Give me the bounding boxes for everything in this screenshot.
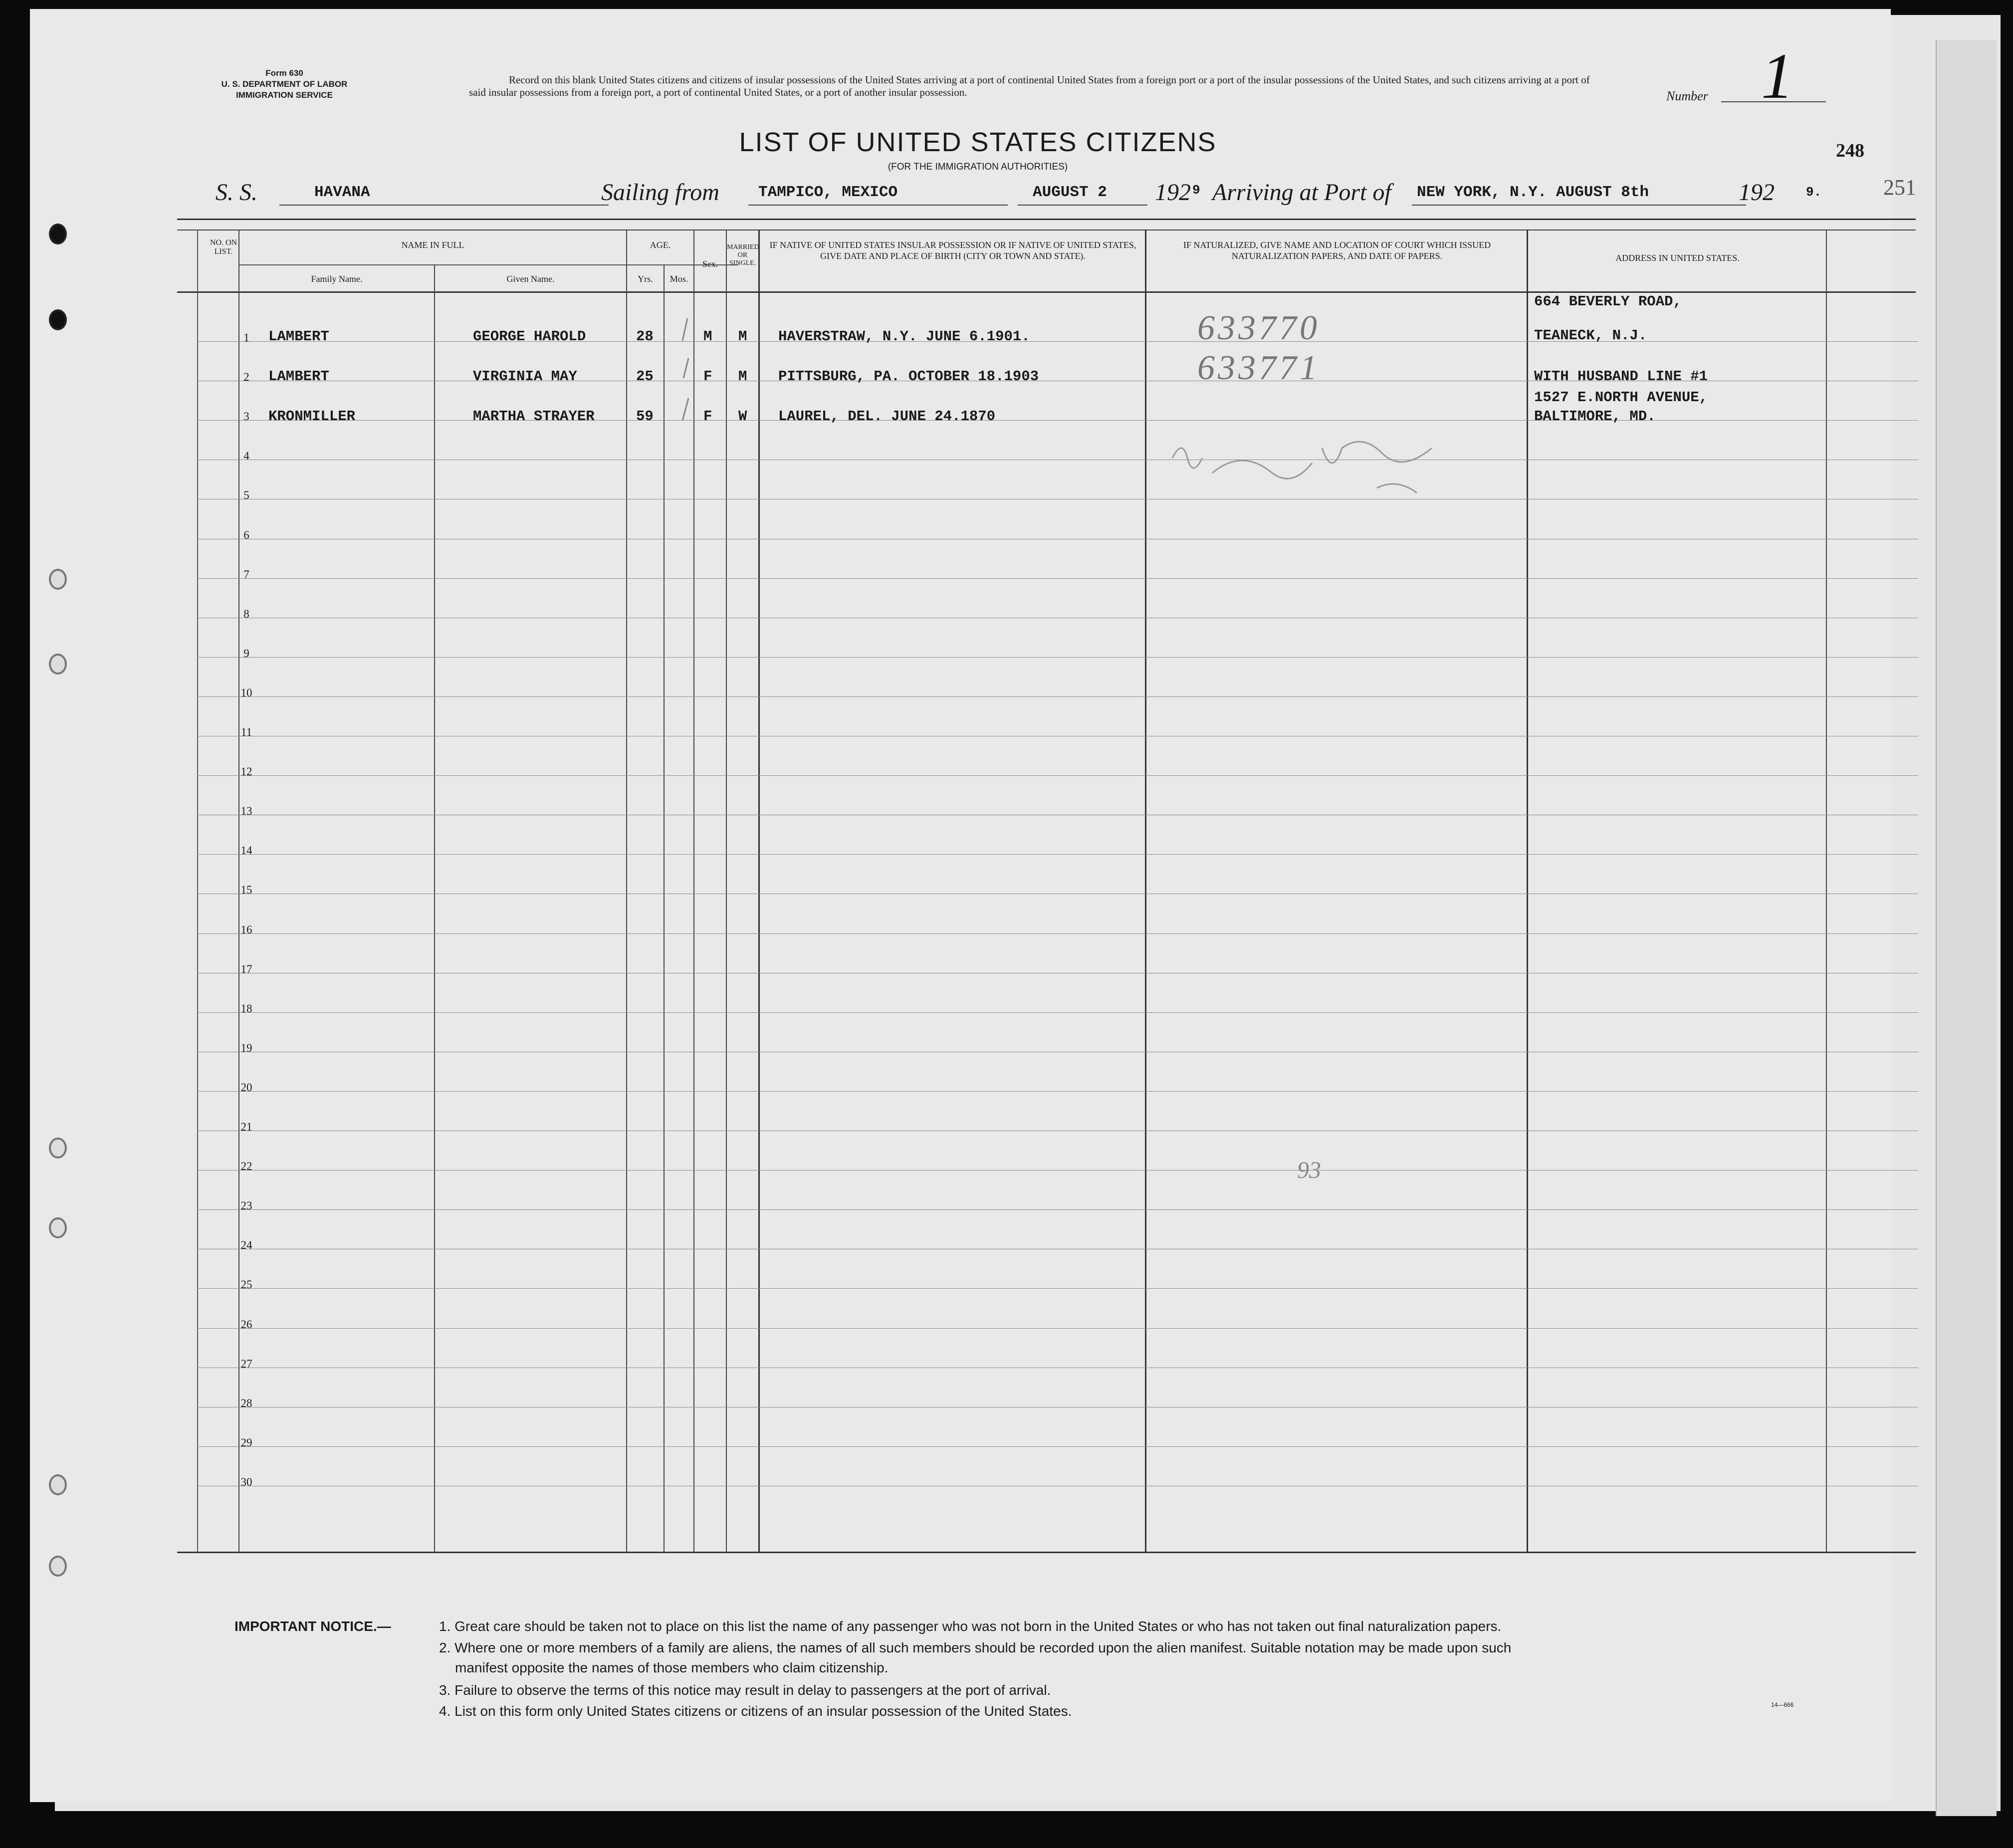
row-number: 22 [240,1160,252,1173]
binder-hole [49,569,67,590]
service-name: IMMIGRATION SERVICE [236,90,333,100]
row-number: 30 [240,1475,252,1488]
row-1-given: GEORGE HAROLD [473,328,586,345]
header-married: MARRIED OR SINGLE. [727,243,759,267]
row-rule [197,1091,1918,1092]
sailing-label: Sailing from [601,179,719,206]
arrival-year-suffix: 9. [1806,185,1822,200]
row-rule [197,657,1918,658]
col-line-age [626,230,627,1552]
row-number: 8 [243,607,249,620]
row-number: 28 [240,1396,252,1409]
form-identifier [180,68,389,101]
row-2-given: VIRGINIA MAY [473,368,577,385]
row-number: 17 [240,962,252,975]
row-rule [197,1012,1918,1013]
row-number: 12 [240,765,252,778]
row-1-yrs: 28 [636,328,654,345]
col-line-given [434,264,435,1552]
notice-item-2: 2. Where one or more members of a family are aliens, the names of all such members should be recorded upon the alien manifest. Suitable notation may be made upon such [439,1640,1512,1655]
underlying-page-edge [1936,40,1997,1816]
header-age: AGE. [650,240,671,250]
print-code: 14—666 [1771,1701,1794,1708]
row-1-address-2: TEANECK, N.J. [1534,327,1647,344]
notice-heading: IMPORTANT NOTICE.— [234,1618,391,1634]
ship-line [279,205,609,206]
row-2-sex: F [703,368,712,385]
row-rule [197,1446,1918,1447]
row-number: 7 [243,568,249,581]
row-3-married: W [738,408,747,425]
table-header-bottom [177,291,1916,293]
header-address: ADDRESS IN UNITED STATES. [1615,253,1740,263]
row-number: 16 [240,923,252,936]
row-number: 13 [240,805,252,818]
header-divider-age [629,264,688,265]
row-rule [197,775,1918,776]
arrival-line [1412,205,1746,206]
row-number: 27 [240,1357,252,1370]
header-given-name: Given Name. [506,274,555,284]
row-2-birth: PITTSBURG, PA. OCTOBER 18.1903 [778,368,1039,385]
row-number: 11 [240,726,252,738]
binder-hole [49,309,67,330]
table-top-border [177,219,1916,220]
row-rule [197,420,1918,421]
row-number: 19 [240,1041,252,1054]
manifest-page [30,9,1891,1802]
binder-hole [49,1138,67,1158]
col-line-naturalized [1145,230,1146,1552]
header-birth: IF NATIVE OF UNITED STATES INSULAR POSSESSION OR IF NATIVE OF UNITED STATES, GIVE DATE AND PLACE OF BIRTH (CITY OR TOWN AND STATE). [769,240,1136,261]
ss-label: S. S. [216,179,257,206]
arrival-port-date: NEW YORK, N.Y. AUGUST 8th [1417,184,1649,201]
row-1-married: M [738,328,747,345]
binder-hole [49,1474,67,1495]
row-3-sex: F [703,408,712,425]
page-title: LIST OF UNITED STATES CITIZENS [739,127,1217,157]
row-number: 9 [243,647,249,660]
row-number: 5 [243,489,249,502]
notice-item-3: 3. Failure to observe the terms of this notice may result in delay to passengers at the port of arrival. [439,1682,1051,1698]
page-subtitle: (FOR THE IMMIGRATION AUTHORITIES) [888,162,1068,172]
number-value: 1 [1761,40,1793,112]
row-rule [197,696,1918,697]
row-rule [197,1328,1918,1329]
sailing-year-suffix: 9 [1192,183,1200,198]
row-number: 26 [240,1318,252,1331]
row-number: 21 [240,1121,252,1133]
number-label: Number [1666,89,1708,103]
col-line-sex [693,230,694,1552]
department-name: U. S. DEPARTMENT OF LABOR [221,79,348,89]
header-yrs: Yrs. [638,274,653,284]
row-rule [197,854,1918,855]
row-number: 29 [240,1436,252,1449]
row-2-address: WITH HUSBAND LINE #1 [1534,368,1708,385]
age-tick-marks [678,313,693,433]
header-name-in-full: NAME IN FULL [401,240,464,250]
binder-hole [49,1217,67,1238]
sailing-date: AUGUST 2 [1033,184,1107,201]
row-number: 24 [240,1239,252,1252]
row-3-address-1: 1527 E.NORTH AVENUE, [1534,389,1708,406]
row-2-family: LAMBERT [268,368,329,385]
row-number: 3 [243,410,249,423]
row-number: 6 [243,528,249,541]
row-number: 2 [243,371,249,384]
header-sex: Sex. [702,259,718,269]
row-3-birth: LAUREL, DEL. JUNE 24.1870 [778,408,996,425]
row-3-yrs: 59 [636,408,654,425]
table-bottom-border [177,1552,1916,1553]
col-line-right [1826,230,1827,1552]
col-line-mos [664,264,665,1552]
row-3-address-2: BALTIMORE, MD. [1534,408,1656,425]
row-1-family: LAMBERT [268,328,329,345]
row-rule [197,341,1918,342]
table-header-top [177,230,1916,231]
row-2-married: M [738,368,747,385]
ship-name: HAVANA [314,184,370,201]
form-instruction: Record on this blank United States citizens and citizens of insular possessions of the United States arriving at a port of continental United States from a foreign port or a port of the insular possessions of the United States, and such citizens arriving at a port of said insular possessions from a foreign port, a port of continental United States, or a port of another insular possession. [469,74,1590,98]
row-rule [197,578,1918,579]
binder-hole [49,224,67,244]
arriving-label: Arriving at Port of [1212,179,1391,206]
row-3-family: KRONMILLER [268,408,356,425]
row-number: 10 [240,686,252,699]
sailing-year-prefix: 192 [1155,179,1191,206]
row-number: 14 [240,844,252,857]
row-rule [197,1209,1918,1210]
scribbled-annotation [1162,428,1512,508]
row-rule [197,1288,1918,1289]
notice-item-2-cont: manifest opposite the names of those members who claim citizenship. [455,1660,889,1675]
col-line-birth [758,230,760,1552]
row-number: 1 [243,331,249,344]
row-1-naturalization-handwritten: 633770 [1197,309,1320,347]
row-1-sex: M [703,328,712,345]
row-rule [197,933,1918,934]
sailing-date-line [1018,205,1147,206]
header-naturalized: IF NATURALIZED, GIVE NAME AND LOCATION OF COURT WHICH ISSUED NATURALIZATION PAPERS, AND DATE OF PAPERS. [1183,240,1491,261]
row-number: 25 [240,1278,252,1291]
binder-hole [49,1556,67,1577]
notice-item-4: 4. List on this form only United States citizens or citizens of an insular possession of the United States. [439,1703,1072,1719]
header-no: NO. ON LIST. [210,238,237,256]
col-line-married [726,230,727,1552]
edge-page-number: 251 [1883,175,1916,200]
row-1-address-1: 664 BEVERLY ROAD, [1534,293,1682,310]
form-number: Form 630 [265,68,303,78]
page-number: 248 [1836,140,1864,161]
handwritten-mark-row-22: 93 [1297,1157,1321,1183]
header-mos: Mos. [670,274,688,284]
row-1-birth: HAVERSTRAW, N.Y. JUNE 6.1901. [778,328,1030,345]
row-number: 15 [240,884,252,897]
row-2-naturalization-handwritten: 633771 [1197,349,1320,387]
header-family-name: Family Name. [311,274,363,284]
row-number: 18 [240,1002,252,1015]
row-3-given: MARTHA STRAYER [473,408,595,425]
row-number: 20 [240,1081,252,1094]
col-line-address [1527,230,1528,1552]
left-margin-line [197,230,198,1552]
binder-hole [49,654,67,675]
row-number: 23 [240,1199,252,1212]
row-number: 4 [243,450,249,462]
arrival-year-prefix: 192 [1739,179,1775,206]
sailing-from: TAMPICO, MEXICO [758,184,898,201]
row-2-yrs: 25 [636,368,654,385]
sailing-line [748,205,1008,206]
notice-item-1: 1. Great care should be taken not to place on this list the name of any passenger who was not born in the United States or who has not taken out final naturalization papers. [439,1618,1502,1634]
